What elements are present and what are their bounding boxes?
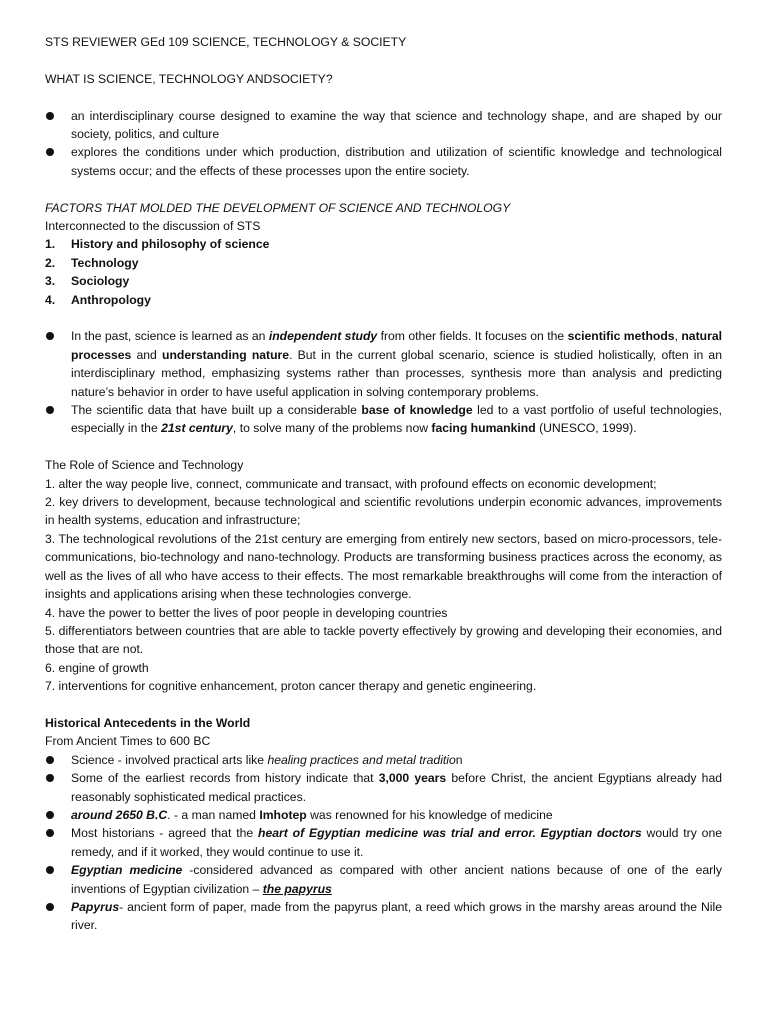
role-item: 1. alter the way people live, connect, communicate and transact, with profound effects on economic development; xyxy=(45,476,657,491)
bullet-text: In the past, science is learned as an independent study from other fields. It focuses on the scientific methods, natural processes and understanding nature. But in the current global scenario, science is studied holistically, often in an interdisciplinary method, emphasizing systems rather than processes, synthesis more than analysis and predicting nature’s behavior in order to have useful application in solving contemporary problems. xyxy=(71,329,722,399)
history-heading: Historical Antecedents in the World xyxy=(45,715,251,730)
bullet-icon xyxy=(45,769,71,806)
role-item: 5. differentiators between countries that are able to tackle poverty effectively by growing and developing their economies, and those that are not. xyxy=(45,623,722,657)
bullet-text: Science - involved practical arts like healing practices and metal tradition xyxy=(71,752,463,767)
bullet-item xyxy=(45,806,722,824)
history-period: From Ancient Times to 600 BC xyxy=(45,734,211,749)
bullet-text: The scientific data that have built up a considerable base of knowledge led to a vast portfolio of useful technologies, especially in the 21st century, to solve many of the problems now facing humankind (UNESCO, 1999). xyxy=(71,403,722,436)
bullet-item xyxy=(45,327,722,401)
factor-item: 2. Technology xyxy=(45,255,139,270)
factors-heading: FACTORS THAT MOLDED THE DEVELOPMENT OF SCIENCE AND TECHNOLOGY xyxy=(45,200,511,215)
factors-intro: Interconnected to the discussion of STS xyxy=(45,219,261,234)
role-item: 2. key drivers to development, because technological and scientific revolutions underpin economic advances, improvements in health systems, education and infrastructure; xyxy=(45,495,722,528)
bullet-item xyxy=(45,143,722,180)
bullet-icon xyxy=(45,898,71,935)
bullet-item xyxy=(45,769,722,806)
bullet-text: Most historians - agreed that the heart of Egyptian medicine was trial and error. Egyptian doctors would try one remedy, and if it worked, they would continue to use it. xyxy=(71,826,722,859)
bullet-text: explores the conditions under which production, distribution and utilization of scientific knowledge and technological systems occur; and the effects of these processes upon the entire society. xyxy=(71,145,722,178)
bullet-icon xyxy=(45,107,71,144)
bullet-icon xyxy=(45,327,71,401)
factor-item: 4. Anthropology xyxy=(45,292,151,307)
role-item: 7. interventions for cognitive enhancement, proton cancer therapy and genetic engineering. xyxy=(45,679,537,694)
bullet-text: Some of the earliest records from history indicate that 3,000 years before Christ, the ancient Egyptians already had reasonably sophisticated medical practices. xyxy=(71,771,722,804)
document-title: STS REVIEWER GEd 109 SCIENCE, TECHNOLOGY & SOCIETY xyxy=(45,35,407,49)
bullet-item xyxy=(45,824,722,861)
role-heading: The Role of Science and Technology xyxy=(45,458,244,473)
bullet-icon xyxy=(45,824,71,861)
bullet-item xyxy=(45,107,722,144)
role-item: 6. engine of growth xyxy=(45,660,149,675)
bullet-text: around 2650 B.C. - a man named Imhotep was renowned for his knowledge of medicine xyxy=(71,807,553,822)
factor-item: 1. History and philosophy of science xyxy=(45,237,270,252)
role-item: 3. The technological revolutions of the 21st century are emerging from entirely new sectors, based on micro-processors, tele-communications, bio-technology and nano-technology. Products are transforming business practices across the economy, as well as the lives of all who have access to their effects. The most remarkable breakthroughs will come from the interaction of insights and applications arising when these technologies converge. xyxy=(45,531,722,602)
section-question: WHAT IS SCIENCE, TECHNOLOGY ANDSOCIETY? xyxy=(45,71,333,86)
role-item: 4. have the power to better the lives of poor people in developing countries xyxy=(45,605,448,620)
bullet-text: an interdisciplinary course designed to examine the way that science and technology shape, and are shaped by our society, politics, and culture xyxy=(71,108,722,141)
bullet-icon xyxy=(45,143,71,180)
bullet-icon xyxy=(45,806,71,824)
bullet-item xyxy=(45,751,722,769)
bullet-icon xyxy=(45,861,71,898)
bullet-text: Papyrus- ancient form of paper, made from the papyrus plant, a reed which grows in the marshy areas around the Nile river. xyxy=(71,900,722,933)
bullet-icon xyxy=(45,751,71,769)
bullet-item xyxy=(45,861,722,898)
bullet-item xyxy=(45,898,722,935)
bullet-item xyxy=(45,401,722,438)
bullet-icon xyxy=(45,401,71,438)
bullet-text: Egyptian medicine -considered advanced as compared with other ancient nations because of one of the early inventions of Egyptian civilization – the papyrus xyxy=(71,863,722,896)
factor-item: 3. Sociology xyxy=(45,274,130,289)
